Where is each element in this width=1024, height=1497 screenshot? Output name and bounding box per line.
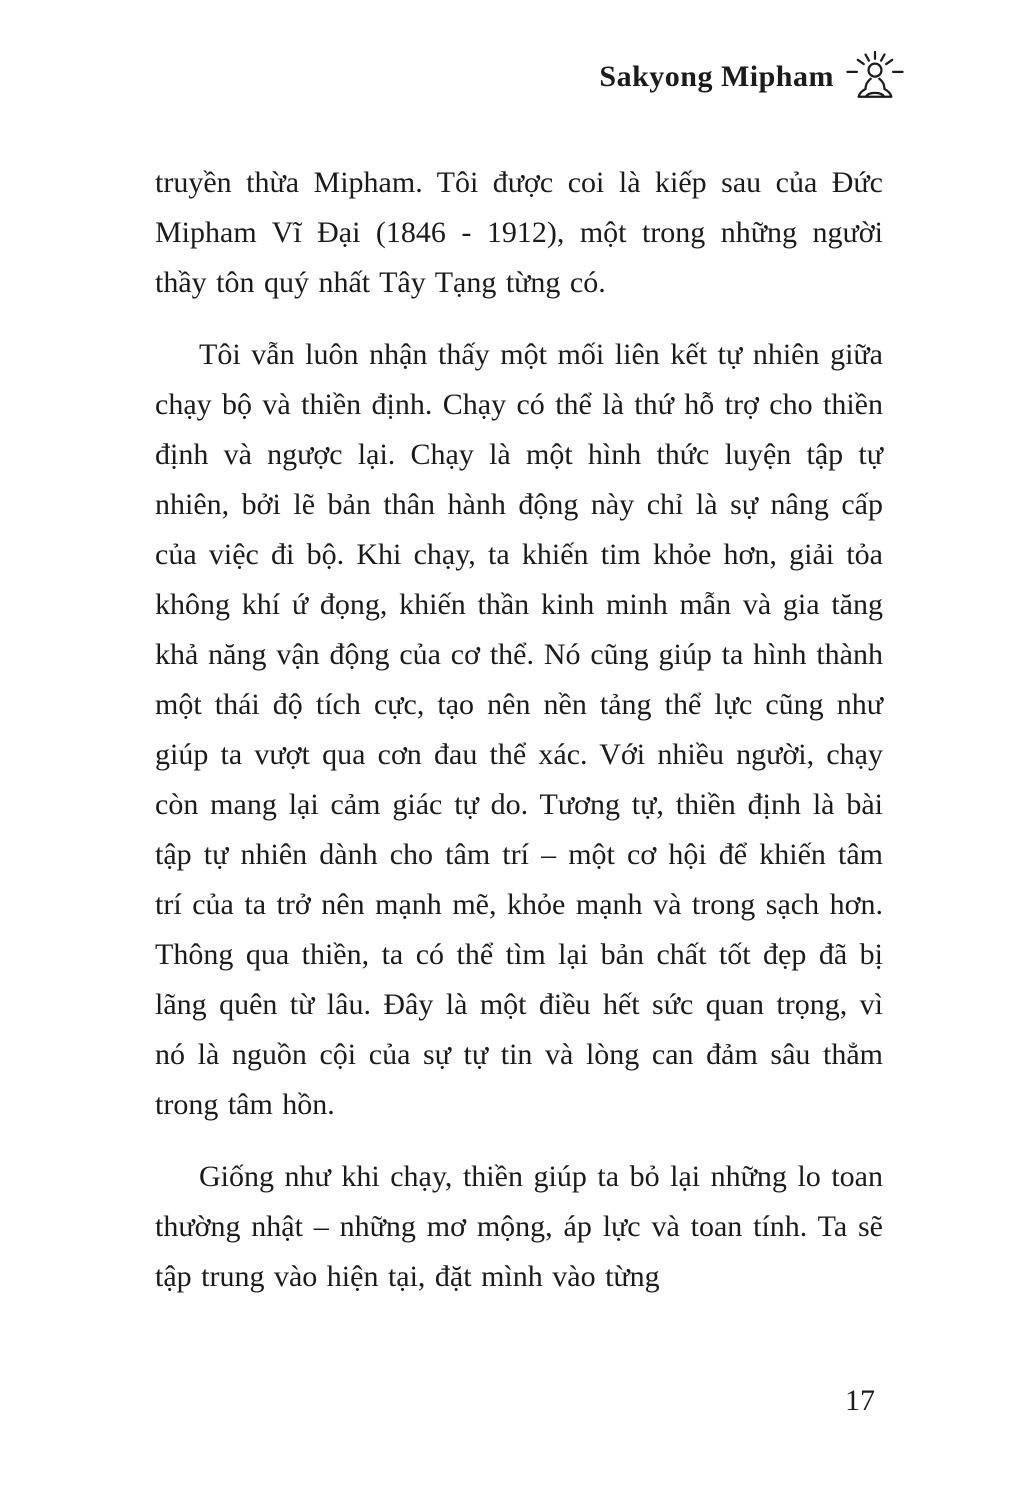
page-header — [599, 48, 906, 106]
meditation-icon — [844, 48, 906, 106]
page-number: 17 — [845, 1384, 875, 1417]
author-name: Sakyong Mipham — [599, 60, 834, 93]
paragraph-continuation: truyền thừa Mipham. Tôi được coi là kiếp sau của Đức Mipham Vĩ Đại (1846 - 1912), một trong những người thầy tôn quý nhất Tây Tạng từng có. — [155, 166, 883, 299]
paragraph: Tôi vẫn luôn nhận thấy một mối liên kết tự nhiên giữa chạy bộ và thiền định. Chạy có thể là thứ hỗ trợ cho thiền định và ngược lại. Chạy là một hình thức luyện tập tự nhiên, bởi lẽ bản thân hành động này chỉ là sự nâng cấp của việc đi bộ. Khi chạy, ta khiến tim khỏe hơn, giải tỏa không khí ứ đọng, khiến thần kinh minh mẫn và gia tăng khả năng vận động của cơ thể. Nó cũng giúp ta hình thành một thái độ tích cực, tạo nên nền tảng thể lực cũng như giúp ta vượt qua cơn đau thể xác. Với nhiều người, chạy còn mang lại cảm giác tự do. Tương tự, thiền định là bài tập tự nhiên dành cho tâm trí – một cơ hội để khiến tâm trí của ta trở nên mạnh mẽ, khỏe mạnh và trong sạch hơn. Thông qua thiền, ta có thể tìm lại bản chất tốt đẹp đã bị lãng quên từ lâu. Đây là một điều hết sức quan trọng, vì nó là nguồn cội của sự tự tin và lòng can đảm sâu thẳm trong tâm hồn. — [155, 338, 883, 1121]
page-body — [155, 158, 883, 1324]
paragraph: Giống như khi chạy, thiền giúp ta bỏ lại những lo toan thường nhật – những mơ mộng, áp lực và toan tính. Ta sẽ tập trung vào hiện tại, đặt mình vào từng — [155, 1160, 883, 1293]
